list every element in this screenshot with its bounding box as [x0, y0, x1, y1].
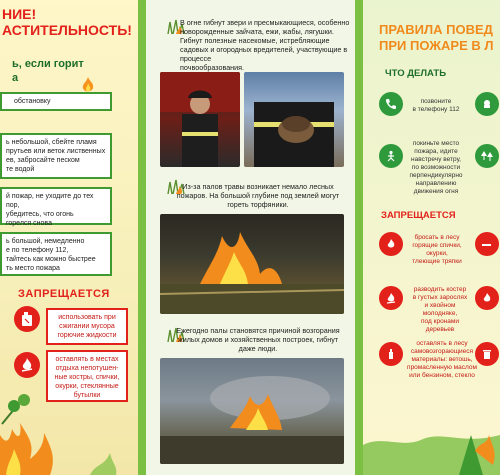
rescued-hedgehog-photo — [244, 72, 344, 167]
left-subtitle-line1: ь, если горит — [12, 58, 84, 70]
fuel-can-icon — [14, 306, 40, 332]
forest-decoration — [363, 405, 500, 475]
campfire-icon — [14, 352, 40, 378]
middle-panel — [138, 0, 363, 475]
no-fire-icon — [475, 286, 499, 310]
left-forbidden-item-2-text: оставлять в местах отдыха непотушен- ные костры, спички, окурки, стеклянные бутылки — [54, 356, 120, 399]
right-title — [379, 22, 493, 54]
right-action-2: покиньте место пожара, идите навстречу ветру, по возможности перпендикулярно направлению движения огня — [409, 140, 463, 195]
no-campfire-icon — [379, 286, 403, 310]
right-forbidden-item-3: оставлять в лесу самовозгорающиеся материалы: ветошь, промасленную маслом или бензином, стекло — [407, 340, 477, 379]
middle-paragraph-3: Ежегодно палы становятся причиной возгорания жилых домов и хозяйственных построек, гибнут даже люди. — [176, 326, 340, 353]
right-what-heading: ЧТО ДЕЛАТЬ — [385, 68, 447, 79]
no-smoking-icon — [475, 232, 499, 256]
right-title-line1: ПРАВИЛА ПОВЕД — [379, 22, 493, 37]
mask-icon — [475, 92, 499, 116]
trees-icon — [475, 144, 499, 168]
smoke-fire-photo — [160, 358, 344, 464]
right-title-line2: ПРИ ПОЖАРЕ В Л — [379, 38, 494, 53]
right-action-1: позвоните в телефону 112 — [412, 98, 460, 113]
left-step-3-text: й пожар, не уходите до тех пор, убедитесь, что огонь горелся снова — [6, 193, 94, 227]
firefighter-figure — [160, 72, 240, 167]
left-step-2-text: ь небольшой, сбейте пламя прутьев или веток лиственных ев, забросайте песком те водой — [6, 139, 106, 173]
right-forbidden-item-2: разводить костер в густых зарослях и хвойном молодняке, под кронами деревьев — [412, 286, 468, 333]
left-step-3 — [0, 187, 112, 225]
left-subtitle-line2: а — [12, 72, 19, 84]
left-step-2 — [0, 133, 112, 179]
grass-fire-photo — [160, 214, 344, 314]
right-forbidden-item-1: бросать в лесу горящие спички, окурки, тлеющие тряпки — [412, 234, 462, 265]
no-bottle-icon — [379, 342, 403, 366]
right-forbidden-heading: ЗАПРЕЩАЕТСЯ — [381, 210, 456, 221]
evacuate-icon — [379, 144, 403, 168]
phone-icon — [379, 92, 403, 116]
middle-paragraph-1: В огне гибнут звери и пресмыкающиеся, особенно новорожденные зайчата, ежи, жабы, лягушки. Гибнут полезные насекомые, истребляющие садовых и огородных вредителей, участвующие в процессе почвообразования. — [180, 18, 350, 72]
left-forbidden-item-1-text: использовать при сжигании мусора горючие жидкости — [57, 314, 117, 339]
left-step-1 — [0, 92, 112, 111]
left-forbidden-item-2 — [46, 350, 128, 402]
left-step-1-text: обстановку — [14, 98, 51, 105]
middle-paragraph-2: Из-за палов травы возникает немало лесных пожаров. На большой глубине под землей могут гореть торфяники. — [176, 182, 340, 209]
right-panel — [363, 0, 500, 475]
grass-fire-scene — [160, 214, 344, 314]
tree-branch-decoration — [0, 392, 40, 426]
smoke-fire-scene — [160, 358, 344, 464]
left-title-line1: НИЕ! — [2, 6, 37, 22]
left-step-4-text: ь большой, немедленно е по телефону 112, тайтесь как можно быстрее ть место пожара — [6, 238, 96, 272]
no-trash-icon — [475, 342, 499, 366]
left-title — [0, 6, 138, 38]
left-title-line2: АСТИТЕЛЬНОСТЬ! — [2, 22, 132, 38]
left-forbidden-heading: ЗАПРЕЩАЕТСЯ — [18, 288, 110, 300]
left-forbidden-item-1 — [46, 308, 128, 345]
hedgehog-figure — [244, 72, 344, 167]
left-panel — [0, 0, 138, 475]
firefighters-photo — [160, 72, 240, 167]
left-step-4 — [0, 232, 112, 276]
no-matches-icon — [379, 232, 403, 256]
